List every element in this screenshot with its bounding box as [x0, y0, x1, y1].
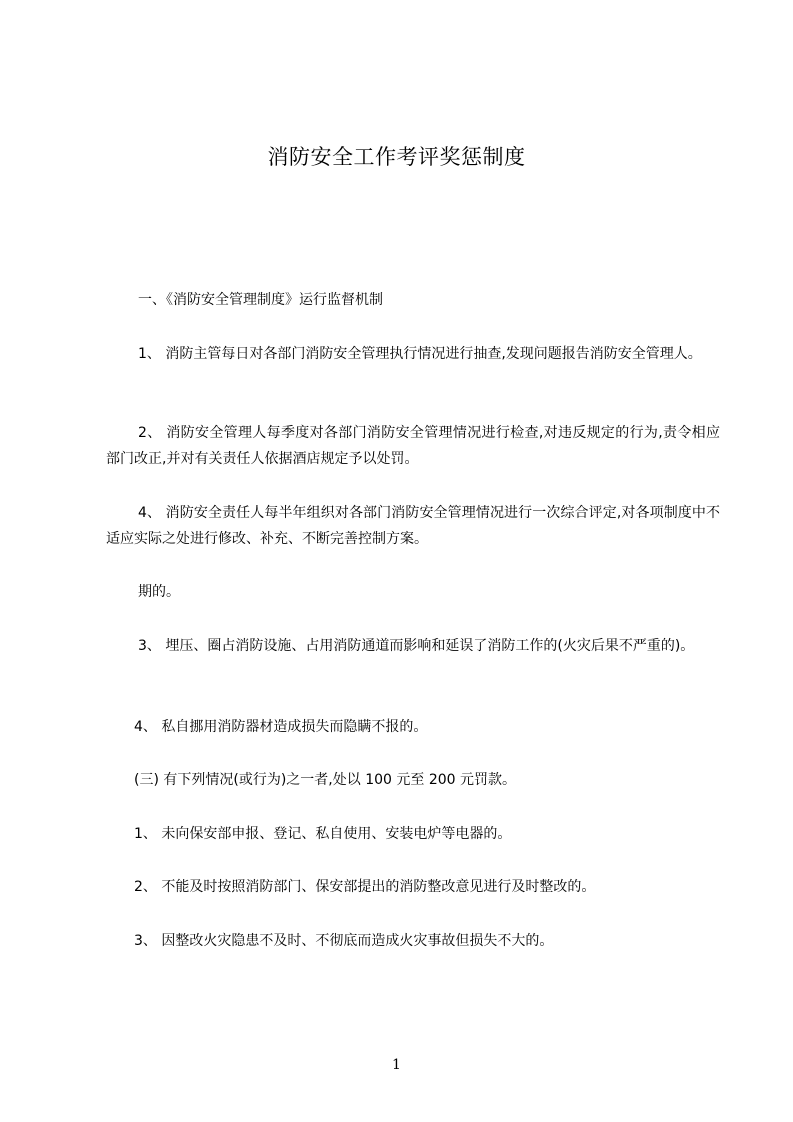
paragraph: 1、 未向保安部申报、登记、私自使用、安装电炉等电器的。: [134, 826, 512, 842]
section-heading: 一、《消防安全管理制度》运行监督机制: [138, 292, 383, 308]
page-number: 1: [392, 1057, 401, 1073]
paragraph: (三) 有下列情况(或行为)之一者,处以 100 元至 200 元罚款。: [134, 772, 516, 788]
paragraph: 2、 消防安全管理人每季度对各部门消防安全管理情况进行检查,对违反规定的行为,责令相应部门改正,并对有关责任人依据酒店规定予以处罚。: [106, 425, 720, 467]
paragraph: 1、 消防主管每日对各部门消防安全管理执行情况进行抽查,发现问题报告消防安全管理人。: [138, 346, 702, 362]
paragraph: 期的。: [138, 584, 180, 600]
paragraph: 4、 私自挪用消防器材造成损失而隐瞒不报的。: [134, 719, 428, 735]
paragraph: 2、 不能及时按照消防部门、保安部提出的消防整改意见进行及时整改的。: [134, 879, 596, 895]
paragraph: 3、 因整改火灾隐患不及时、不彻底而造成火灾事故但损失不大的。: [134, 933, 554, 949]
document-title: 消防安全工作考评奖惩制度: [267, 145, 526, 169]
paragraph: 4、 消防安全责任人每半年组织对各部门消防安全管理情况进行一次综合评定,对各项制度中不适应实际之处进行修改、补充、不断完善控制方案。: [106, 505, 720, 547]
paragraph: 3、 埋压、圈占消防设施、占用消防通道而影响和延误了消防工作的(火灾后果不严重的)。: [138, 638, 695, 654]
